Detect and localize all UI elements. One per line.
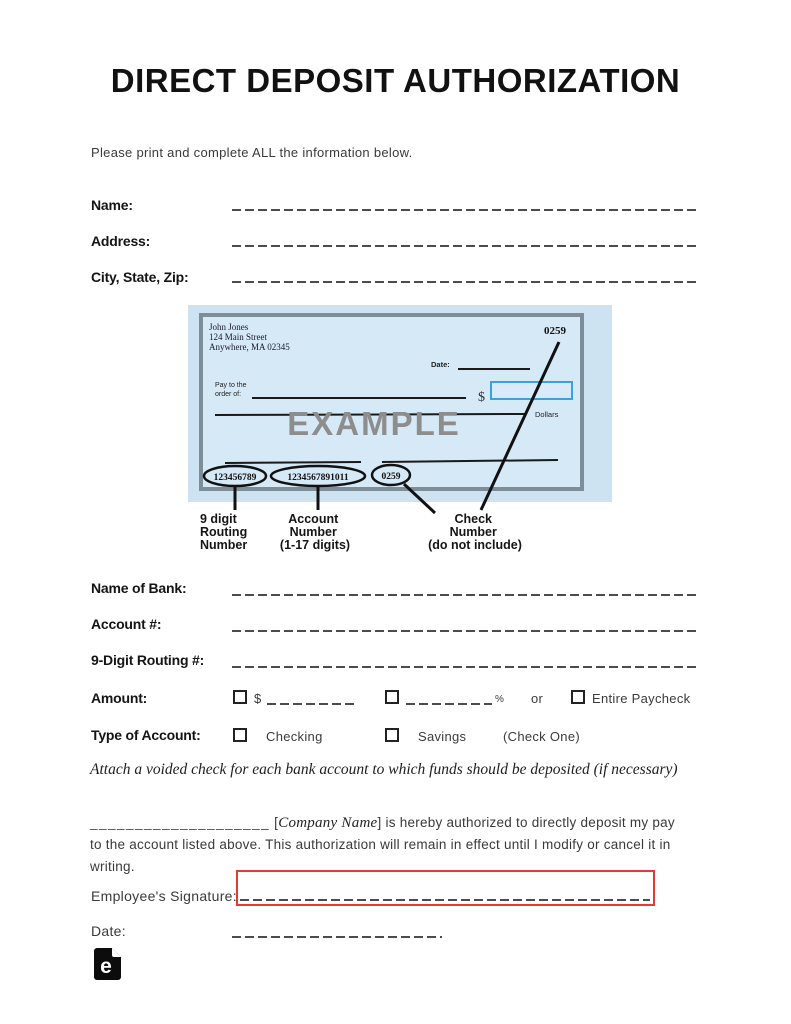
city-state-zip-field-line[interactable] [232, 281, 698, 283]
amount-dollar-checkbox[interactable] [233, 690, 247, 704]
amount-dollar-field-line[interactable] [267, 703, 357, 705]
routing-number: 123456789 [213, 473, 257, 483]
account-number-label: Account #: [91, 616, 162, 632]
amount-label: Amount: [91, 690, 148, 706]
page-title: DIRECT DEPOSIT AUTHORIZATION [110, 62, 681, 99]
routing-caption: 9 digit Routing Number [200, 512, 248, 552]
company-name-blank[interactable]: ____________________ [90, 814, 271, 830]
amount-box [491, 382, 572, 399]
payer-city: Anywhere, MA 02345 [209, 342, 290, 352]
bank-name-label: Name of Bank: [91, 580, 187, 596]
logo-folded-corner [112, 948, 121, 957]
check-date-label: Date: [431, 360, 450, 369]
signing-date-field-line[interactable] [232, 936, 442, 938]
check-image [188, 303, 612, 555]
example-watermark: EXAMPLE [287, 405, 461, 442]
check-number-bottom: 0259 [381, 472, 401, 482]
entire-paycheck-checkbox[interactable] [571, 690, 585, 704]
account-caption: Account Number (1-17 digits) [279, 512, 351, 552]
check-dollar-sign: $ [478, 390, 485, 405]
company-bracket-close: ] [377, 814, 386, 830]
savings-label: Savings [418, 729, 467, 744]
eforms-logo [94, 948, 121, 980]
attach-voided-check-note: Attach a voided check for each bank account to which funds should be deposited (if necessary) [90, 761, 678, 778]
address-field-line[interactable] [232, 245, 698, 247]
logo-letter: e [100, 955, 112, 978]
entire-paycheck-label: Entire Paycheck [592, 691, 691, 706]
example-check-diagram [188, 303, 612, 555]
account-number-field-line[interactable] [232, 630, 698, 632]
address-label: Address: [91, 233, 151, 249]
savings-checkbox[interactable] [385, 728, 399, 742]
authorization-text: is hereby authorized to directly deposit my pay to the account listed above. This authorization will remain in effect until I modify or cancel it in writing. [90, 814, 675, 874]
memo-line [225, 462, 361, 463]
account-number: 1234567891011 [287, 473, 349, 483]
name-field-line[interactable] [232, 209, 698, 211]
account-type-label: Type of Account: [91, 727, 201, 743]
pay-to-label-2: order of: [215, 391, 242, 398]
name-label: Name: [91, 197, 133, 213]
amount-percent-checkbox[interactable] [385, 690, 399, 704]
routing-number-label: 9-Digit Routing #: [91, 652, 205, 668]
employee-signature-label: Employee's Signature: [91, 888, 237, 904]
authorization-paragraph [90, 812, 690, 878]
city-state-zip-label: City, State, Zip: [91, 269, 189, 285]
payer-street: 124 Main Street [209, 332, 267, 342]
checking-checkbox[interactable] [233, 728, 247, 742]
dollars-label: Dollars [535, 410, 559, 419]
company-bracket-open: [ [270, 814, 279, 830]
pay-to-label-1: Pay to the [215, 382, 247, 389]
check-caption: Check Number (do not include) [428, 512, 522, 552]
percent-sign: % [495, 694, 505, 705]
bank-name-field-line[interactable] [232, 594, 698, 596]
routing-number-field-line[interactable] [232, 666, 698, 668]
check-one-note: (Check One) [503, 729, 580, 744]
signing-date-label: Date: [91, 923, 126, 939]
company-name-placeholder: Company Name [278, 814, 378, 831]
amount-dollar-sign: $ [254, 691, 262, 706]
amount-percent-field-line[interactable] [406, 703, 492, 705]
or-text: or [531, 691, 544, 706]
signature-field-line[interactable] [240, 899, 650, 901]
check-number-top: 0259 [544, 325, 566, 337]
checking-label: Checking [266, 729, 323, 744]
form-instruction: Please print and complete ALL the information below. [91, 145, 413, 160]
payer-name: John Jones [209, 322, 249, 332]
